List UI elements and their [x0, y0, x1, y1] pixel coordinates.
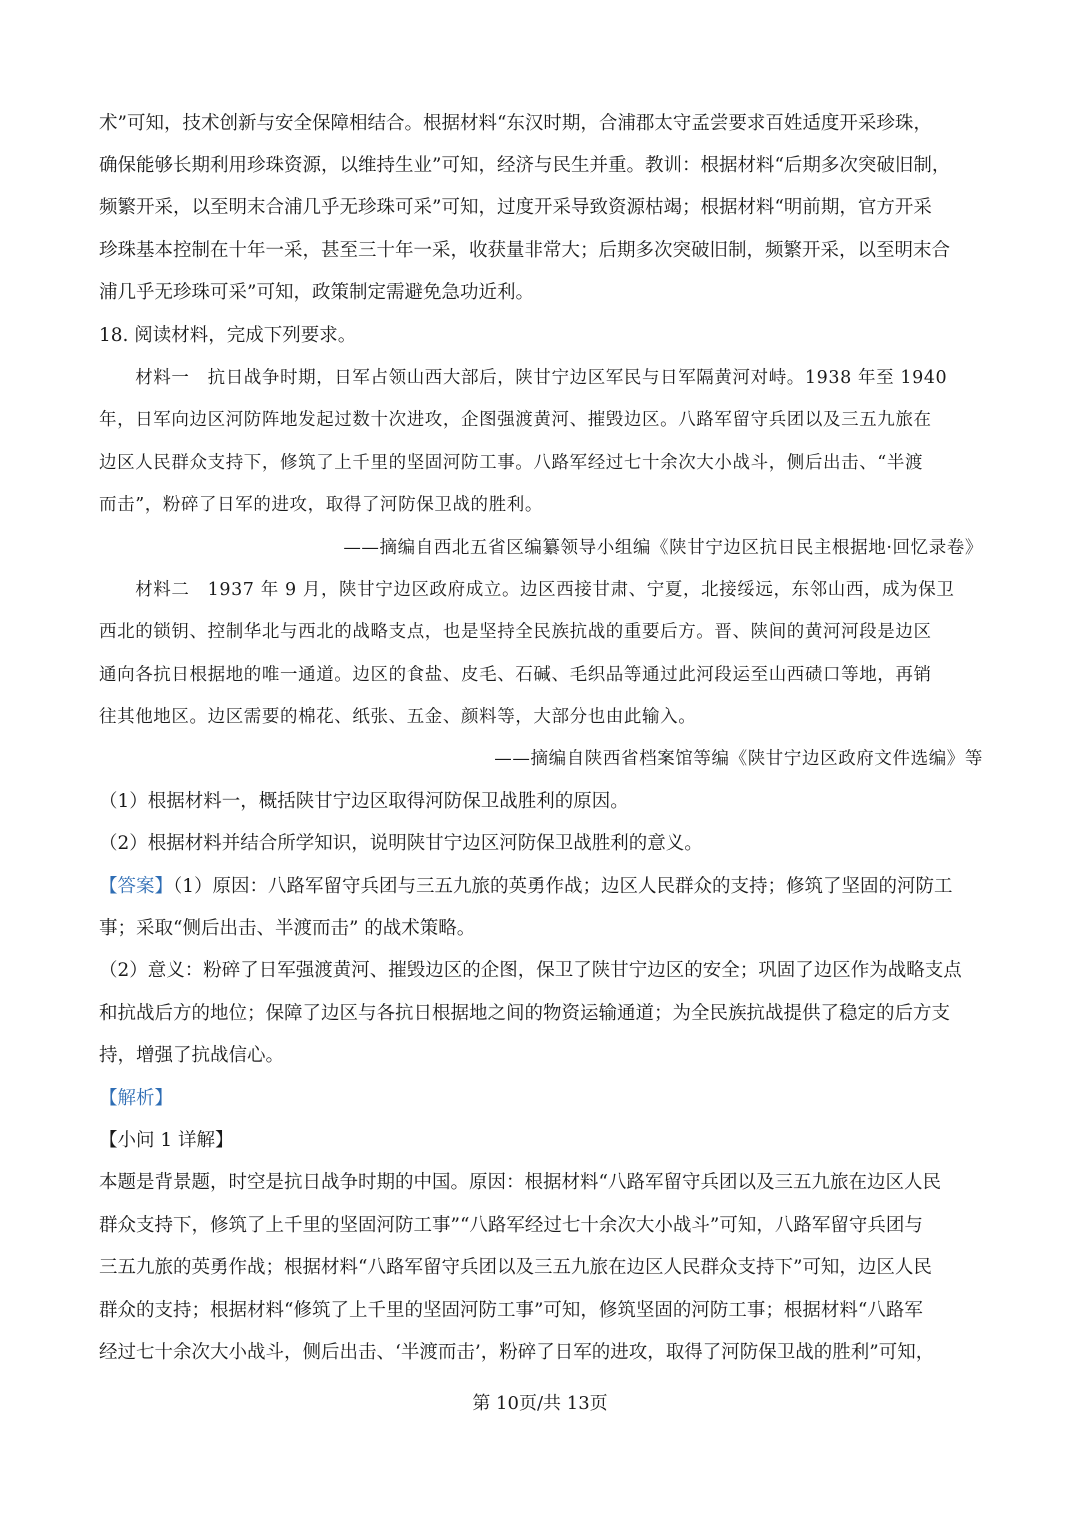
- text-line: 珍珠基本控制在十年一采，甚至三十年一采，收获量非常大；后期多次突破旧制，频繁开采，以至明末合: [99, 240, 951, 261]
- answer-line: 事；采取“侧后出击、半渡而击” 的战术策略。: [99, 918, 476, 939]
- material-one-source: ——摘编自西北五省区编纂领导小组编《陕甘宁边区抗日民主根据地·回忆录卷》: [343, 538, 983, 558]
- material-one-line: 而击”，粉碎了日军的进攻，取得了河防保卫战的胜利。: [99, 495, 543, 515]
- material-one-line: 年，日军向边区河防阵地发起过数十次进攻，企图强渡黄河、摧毁边区。八路军留守兵团以及三五九旅在: [99, 410, 932, 430]
- material-one-line: 材料一 抗日战争时期，日军占领山西大部后，陕甘宁边区军民与日军隔黄河对峙。1938 年至 1940: [99, 368, 948, 388]
- answer-text: （1）原因：八路军留守兵团与三五九旅的英勇作战；边区人民群众的支持；修筑了坚固的河防工: [173, 876, 953, 897]
- material-two-line: 通向各抗日根据地的唯一通道。边区的食盐、皮毛、石碱、毛织品等通过此河段运至山西碛口等地，再销: [99, 665, 932, 685]
- answer-tag: 【答案】: [99, 876, 174, 897]
- text-line: 浦几乎无珍珠可采”可知，政策制定需避免急功近利。: [99, 282, 534, 303]
- material-two-line: 西北的锁钥、控制华北与西北的战略支点，也是坚持全民族抗战的重要后方。晋、陕间的黄河河段是边区: [99, 622, 932, 642]
- analysis-line: 群众支持下，修筑了上千里的坚固河防工事”“八路军经过七十余次大小战斗”可知，八路军留守兵团与: [99, 1215, 923, 1236]
- material-two-source: ——摘编自陕西省档案馆等编《陕甘宁边区政府文件选编》等: [494, 749, 983, 769]
- material-two-line: 往其他地区。边区需要的棉花、纸张、五金、颜料等，大部分也由此输入。: [99, 707, 697, 727]
- sub-question-1: （1）根据材料一，概括陕甘宁边区取得河防保卫战胜利的原因。: [99, 791, 629, 812]
- question-stem: 18. 阅读材料，完成下列要求。: [99, 325, 357, 346]
- material-two-line: 材料二 1937 年 9 月，陕甘宁边区政府成立。边区西接甘肃、宁夏，北接绥远，东邻山西，成为保卫: [99, 580, 955, 600]
- sub-heading: 【小问 1 详解】: [99, 1130, 234, 1151]
- analysis-line: 群众的支持；根据材料“修筑了上千里的坚固河防工事”可知，修筑坚固的河防工事；根据材料“八路军: [99, 1300, 923, 1321]
- text-line: 术”可知，技术创新与安全保障相结合。根据材料“东汉时期，合浦郡太守孟尝要求百姓适度开采珍珠，: [99, 113, 932, 134]
- analysis-tag: 【解析】: [99, 1088, 174, 1109]
- answer-line: [99, 875, 983, 899]
- text-line: 频繁开采，以至明末合浦几乎无珍珠可采”可知，过度开采导致资源枯竭；根据材料“明前期，官方开采: [99, 197, 932, 218]
- material-one-line: 边区人民群众支持下，修筑了上千里的坚固河防工事。八路军经过七十余次大小战斗，侧后出击、“半渡: [99, 453, 924, 473]
- analysis-line: 三五九旅的英勇作战；根据材料“八路军留守兵团以及三五九旅在边区人民群众支持下”可知，边区人民: [99, 1257, 932, 1278]
- answer-line: 和抗战后方的地位；保障了边区与各抗日根据地之间的物资运输通道；为全民族抗战提供了稳定的后方支: [99, 1003, 951, 1024]
- page-footer: 第 10页/共 13页: [472, 1393, 608, 1414]
- sub-question-2: （2）根据材料并结合所学知识，说明陕甘宁边区河防保卫战胜利的意义。: [99, 833, 703, 854]
- analysis-line: 本题是背景题，时空是抗日战争时期的中国。原因：根据材料“八路军留守兵团以及三五九旅在边区人民: [99, 1172, 941, 1193]
- text-line: 确保能够长期利用珍珠资源，以维持生业”可知，经济与民生并重。教训：根据材料“后期多次突破旧制，: [99, 155, 951, 176]
- answer-line: 持，增强了抗战信心。: [99, 1045, 285, 1066]
- answer-line: （2）意义：粉碎了日军强渡黄河、摧毁边区的企图，保卫了陕甘宁边区的安全；巩固了边区作为战略支点: [99, 960, 962, 981]
- analysis-line: 经过七十余次大小战斗，侧后出击、‘半渡而击’，粉碎了日军的进攻，取得了河防保卫战的胜利”可知，: [99, 1342, 935, 1363]
